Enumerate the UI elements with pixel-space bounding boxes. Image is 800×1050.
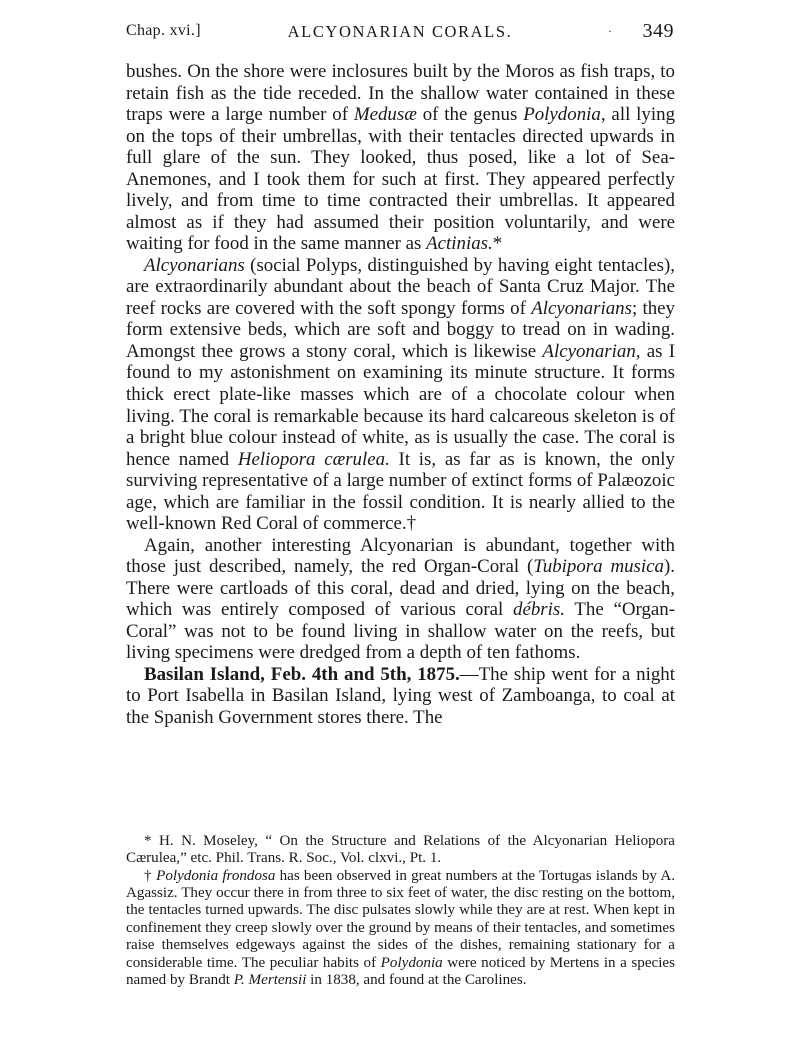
italic-text: Alcyonarian,: [542, 340, 641, 362]
text-run: (social Polyps, distinguished by having eight tentacles), are extraordinarily abundant about the beach of Santa Cruz Major. The reef rocks are covered with the soft spongy forms of: [126, 254, 675, 319]
running-header: [126, 20, 674, 50]
italic-text: Polydonia frondosa: [156, 867, 276, 884]
main-text: [126, 61, 675, 728]
text-run: has been observed in great numbers at the Tortugas islands by A. Agassiz. They occur there in from three to six feet of water, the disc resting on the bottom, the tentacles turned upwards. The disc pulsates slowly while they are at rest. When kept in confinement they creep slowly over the ground by means of their tentacles, and sometimes raise themselves edgeways against the sides of the dishes, remaining stationary for a considerable time. The peculiar habits of: [126, 867, 675, 971]
italic-text: Heliopora cærulea.: [237, 448, 390, 470]
text-run: ). There were cartloads of this coral, dead and dried, lying on the beach, which was entirely composed of various coral: [126, 556, 676, 621]
italic-text: Polydonia: [523, 104, 601, 126]
text-run: The “Organ-Coral” was not to be found living in shallow water on the reefs, but living specimens were dredged from a depth of ten fathoms.: [126, 599, 676, 664]
page-number: 349: [642, 20, 674, 42]
paragraph: [126, 255, 675, 535]
paragraph: [126, 664, 675, 729]
footnote: [126, 868, 675, 990]
italic-text: Medusæ: [353, 104, 417, 126]
footnotes: [126, 833, 675, 989]
text-run: in 1838, and found at the Carolines.: [306, 971, 527, 988]
header-mark: ·: [608, 24, 612, 38]
text-run: , all lying on the tops of their umbrellas, with their tentacles directed upwards in full glare of the sun. They looked, thus posed, like a lot of Sea-Anemones, and I took them for such at first. They appeared perfectly lively, and from time to time contracted their umbrellas. It appeared almost as if they had assumed their position voluntarily, and were waiting for food in the same manner as: [126, 104, 676, 255]
text-run: of the genus: [416, 104, 524, 126]
italic-text: Alcyonarians: [144, 254, 245, 276]
footnote: [126, 833, 675, 868]
italic-text: Alcyonarians: [531, 297, 632, 319]
italic-text: Polydonia: [380, 954, 443, 971]
paragraph: [126, 61, 675, 255]
text-run: *: [492, 233, 503, 255]
text-run: as I found to my astonishment on examining its minute structure. It forms thick erect plate-like masses which are of a chocolate colour when living. The coral is remarkable because its hard calcareous skeleton is of a bright blue colour instead of white, as is usually the case. The coral is hence named: [126, 340, 675, 470]
text-run: —The ship went for a night to Port Isabella in Basilan Island, lying west of Zamboanga, to coal at the Spanish Government stores there. The: [126, 663, 676, 728]
italic-text: Actinias.: [426, 233, 493, 255]
text-run: bushes. On the shore were inclosures built by the Moros as fish traps, to retain fish as the tide receded. In the shallow water contained in these traps were a large number of: [126, 61, 675, 126]
bold-heading: Basilan Island, Feb. 4th and 5th, 1875.: [144, 663, 460, 685]
chapter-label: Chap. xvi.]: [126, 22, 201, 39]
paragraph: [126, 535, 675, 664]
text-run: Again, another interesting Alcyonarian is abundant, together with those just described, namely, the red Organ-Coral (: [126, 534, 675, 578]
text-run: †: [144, 867, 157, 884]
italic-text: débris.: [513, 599, 565, 621]
italic-text: P. Mertensii: [233, 971, 307, 988]
italic-text: Tubipora musica: [533, 556, 664, 578]
text-run: ; they form extensive beds, which are soft and boggy to tread on in wading. Amongst thee grows a stony coral, which is likewise: [126, 297, 675, 362]
text-run: * H. N. Moseley, “ On the Structure and Relations of the Alcyonarian Heliopora Cærulea,” etc. Phil. Trans. R. Soc., Vol. clxvi., Pt. 1.: [126, 833, 675, 867]
text-run: were noticed by Mertens in a species named by Brandt: [126, 954, 675, 988]
text-run: It is, as far as is known, the only surviving representative of a large number of extinct forms of Palæozoic age, which are familiar in the fossil condition. It is nearly allied to the well-known Red Coral of commerce.†: [126, 448, 676, 535]
running-title: ALCYONARIAN CORALS.: [287, 22, 513, 41]
